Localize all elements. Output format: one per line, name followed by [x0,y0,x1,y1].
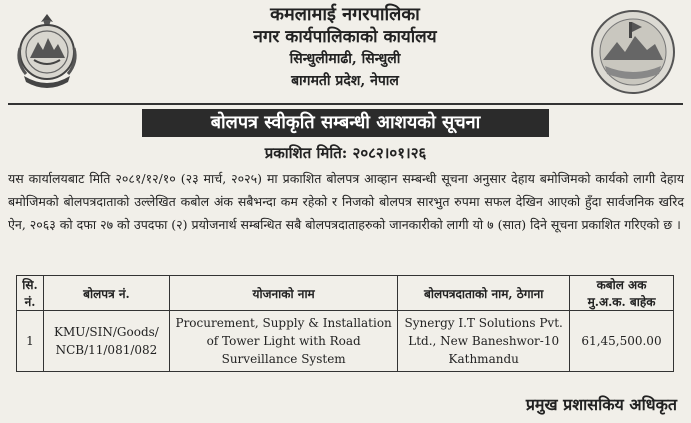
office-location: सिन्धुलीमाढी, सिन्धुली [289,51,401,67]
header-divider [8,103,683,105]
notice-banner: बोलपत्र स्वीकृति सम्बन्धी आशयको सूचना [142,109,549,137]
table-row [17,311,674,372]
province-country: बागमती प्रदेश, नेपाल [291,73,399,89]
col-header-bidder: बोलपत्रदाताको नाम, ठेगाना [398,276,570,311]
col-header-amount-line2: मु.अ.क. बाहेक [587,295,656,309]
col-header-sn-line2: नं. [24,295,36,309]
cell-bid-no: KMU/SIN/Goods/ NCB/11/081/082 [43,311,169,372]
nepal-emblem-icon [12,10,82,92]
col-header-project: योजनाको नाम [169,276,397,311]
col-header-amount-line1: कबोल अक [596,278,647,292]
col-header-amount [570,276,674,311]
bid-table [16,275,674,372]
cell-sn: 1 [17,311,44,372]
signatory-title: प्रमुख प्रशासकिय अधिकृत [525,395,677,414]
cell-bidder: Synergy I.T Solutions Pvt. Ltd., New Baneshwor-10 Kathmandu [398,311,570,372]
col-header-sn-line1: सि. [22,278,38,292]
col-header-bid-no: बोलपत्र नं. [43,276,169,311]
cell-amount: 61,45,500.00 [570,311,674,372]
office-title [120,4,570,92]
col-header-sn [17,276,44,311]
publication-date: प्रकाशित मिति: २०८२।०१।२६ [264,144,427,162]
municipality-name: कमलामाई नगरपालिका [270,4,420,25]
cell-project: Procurement, Supply & Installation of Tower Light with Road Surveillance System [169,311,397,372]
municipality-logo-icon [589,8,677,96]
office-name: नगर कार्यपालिकाको कार्यालय [253,27,437,47]
notice-paragraph: यस कार्यालयबाट मिति २०८१/१२/१० (२३ मार्च, २०२५) मा प्रकाशित बोलपत्र आव्हान सम्बन्धी सूचना अनुसार देहाय बमोजिमको कार्यको लागी देहाय बमोजिमको बोलपत्रदाताको उल्लेखित कबोल अंक सबैभन्दा कम रहेको र निजको बोलपत्र सारभुत रुपमा सफल देखिन आएको हुँदा सार्वजनिक खरिद ऐन, २०६३ को दफा २७ को उपदफा (२) प्रयोजनार्थ सम्बन्धित सबै बोलपत्रदाताहरुको जानकारीको लागी यो ७ (सात) दिने सूचना प्रकाशित गरिएको छ । [8,171,684,232]
table-header-row [17,276,674,311]
letterhead [0,0,691,112]
